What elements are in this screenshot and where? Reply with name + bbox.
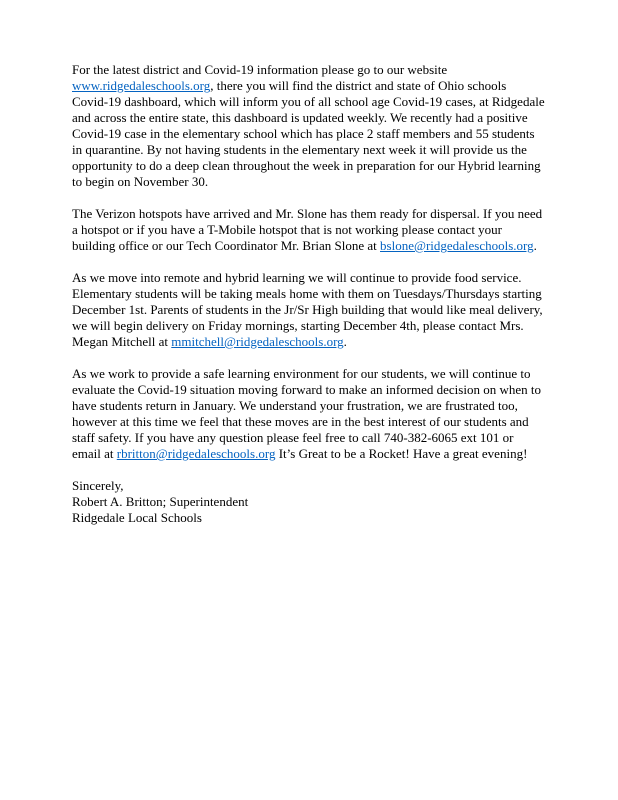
email-link-rbritton[interactable]: rbritton@ridgedaleschools.org (116, 446, 276, 461)
paragraph-safe-learning (72, 366, 545, 462)
paragraph-text: . (533, 238, 537, 253)
closing-block (72, 478, 545, 526)
website-link[interactable]: www.ridgedaleschools.org (72, 78, 211, 93)
paragraph-district-info (72, 62, 545, 190)
paragraph-text: . (343, 334, 347, 349)
paragraph-text: It’s Great to be a Rocket! Have a great evening! (275, 446, 528, 461)
paragraph-hotspots (72, 206, 545, 254)
email-link-mmitchell[interactable]: mmitchell@ridgedaleschools.org (171, 334, 344, 349)
closing-salutation: Sincerely, (72, 478, 124, 493)
paragraph-text: As we work to provide a safe learning environment for our students, we will continue to evaluate the Covid-19 situation moving forward to make an informed decision on when to have students return in January. We understand your frustration, we are frustrated too, however at this time we feel that these moves are in the best interest of our students and staff safety. If you have any question please feel free to call 740-382-6065 ext 101 or email at (72, 366, 541, 461)
signature-org: Ridgedale Local Schools (72, 510, 202, 525)
paragraph-text: As we move into remote and hybrid learning we will continue to provide food service. Elementary students will be taking meals home with them on Tuesdays/Thursdays starting December 1st. Parents of students in the Jr/Sr High building that would like meal delivery, we will begin delivery on Friday mornings, starting December 4th, please contact Mrs. Megan Mitchell at (72, 270, 543, 349)
signature-name: Robert A. Britton; Superintendent (72, 494, 249, 509)
paragraph-text: For the latest district and Covid-19 information please go to our website (72, 62, 448, 77)
paragraph-text: , there you will find the district and state of Ohio schools Covid-19 dashboard, which will inform you of all school age Covid-19 cases, at Ridgedale and across the entire state, this dashboard is updated weekly. We recently had a positive Covid-19 case in the elementary school which has place 2 staff members and 55 students in quarantine. By not having students in the elementary next week it will provide us the opportunity to do a deep clean throughout the week in preparation for our Hybrid learning to begin on November 30. (72, 78, 545, 189)
email-link-bslone[interactable]: bslone@ridgedaleschools.org (380, 238, 534, 253)
paragraph-food-service (72, 270, 545, 350)
paragraph-text: The Verizon hotspots have arrived and Mr. Slone has them ready for dispersal. If you need a hotspot or if you have a T-Mobile hotspot that is not working please contact your building office or our Tech Coordinator Mr. Brian Slone at (72, 206, 543, 253)
